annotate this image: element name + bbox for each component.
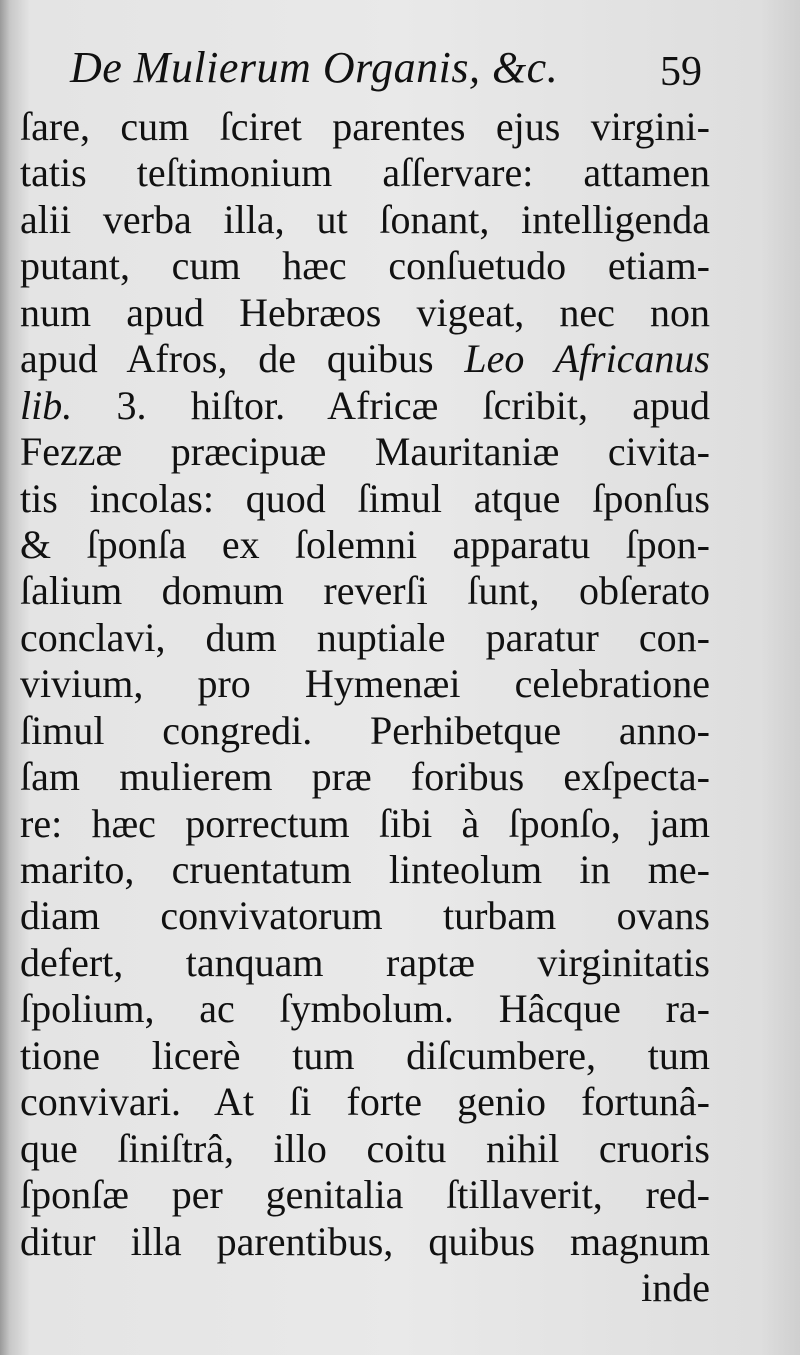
text-segment: ſponſæ per genitalia ſtillaverit, red-: [20, 1172, 710, 1218]
text-line: [20, 661, 710, 707]
page-number: 59: [660, 49, 702, 95]
text-segment: apud Afros, de quibus: [20, 336, 465, 382]
text-line: [20, 290, 710, 336]
text-segment: marito, cruentatum linteolum in me-: [20, 847, 710, 892]
text-segment: & ſponſa ex ſolemni apparatu ſpon-: [20, 521, 710, 567]
text-line: [20, 615, 710, 661]
text-line: [20, 893, 710, 939]
text-line: [20, 197, 710, 243]
text-segment: que ſiniſtrâ, illo coitu nihil cruoris: [20, 1125, 710, 1171]
text-line: [20, 383, 710, 429]
text-line: [20, 336, 710, 382]
text-line: [20, 1219, 710, 1265]
text-line: [20, 940, 710, 986]
text-segment: diam convivatorum turbam ovans: [20, 893, 710, 939]
text-line: [20, 801, 710, 847]
text-line: [20, 708, 710, 754]
text-segment: Fezzæ præcipuæ Mauritaniæ civita-: [20, 429, 710, 475]
text-segment: ſalium domum reverſi ſunt, obſerato: [20, 568, 710, 614]
catchword: inde: [641, 1264, 710, 1310]
text-line: [20, 1172, 710, 1218]
body-text: [20, 104, 710, 1311]
italic-segment: Leo Africanus: [464, 336, 711, 382]
text-segment: ditur illa parentibus, quibus magnum: [20, 1218, 710, 1264]
text-segment: re: hæc porrectum ſibi à ſponſo, jam: [20, 800, 710, 846]
text-line: [20, 476, 710, 522]
text-line: [20, 1126, 710, 1172]
text-segment: convivari. At ſi forte genio fortunâ-: [20, 1079, 710, 1125]
text-segment: ſimul congredi. Perhibetque anno-: [20, 707, 710, 753]
text-segment: tis incolas: quod ſimul atque ſponſus: [20, 475, 710, 521]
text-segment: ſare, cum ſciret parentes ejus virgini-: [20, 104, 710, 149]
running-title: De Mulierum Organis, &c.: [70, 43, 559, 92]
italic-segment: lib.: [20, 382, 73, 428]
text-line: [20, 847, 710, 893]
text-segment: defert, tanquam raptæ virginitatis: [20, 939, 710, 985]
text-segment: num apud Hebræos vigeat, nec non: [20, 289, 710, 335]
text-line: [20, 754, 710, 800]
text-segment: alii verba illa, ut ſonant, intelligenda: [20, 196, 710, 242]
text-segment: tatis teſtimonium aſſervare: attamen: [20, 150, 710, 196]
text-segment: tione licerè tum diſcumbere, tum: [20, 1032, 710, 1078]
text-segment: putant, cum hæc conſuetudo etiam-: [20, 243, 710, 289]
text-segment: vivium, pro Hymenæi celebratione: [20, 661, 710, 707]
text-segment: 3. hiſtor. Africæ ſcribit, apud: [72, 382, 710, 428]
text-line: [20, 243, 710, 289]
page-header: [70, 42, 720, 102]
text-line: [20, 986, 710, 1032]
text-line: [20, 1033, 710, 1079]
text-line: [20, 429, 710, 475]
text-line: [20, 1079, 710, 1125]
text-line: [20, 104, 710, 150]
text-segment: conclavi, dum nuptiale paratur con-: [20, 614, 710, 660]
text-line: [20, 568, 710, 614]
text-segment: ſam mulierem præ foribus exſpectа-: [20, 754, 710, 800]
text-line: [20, 522, 710, 568]
text-segment: ſpolium, ac ſymbolum. Hâcque ra-: [20, 986, 710, 1032]
text-line: [20, 150, 710, 196]
